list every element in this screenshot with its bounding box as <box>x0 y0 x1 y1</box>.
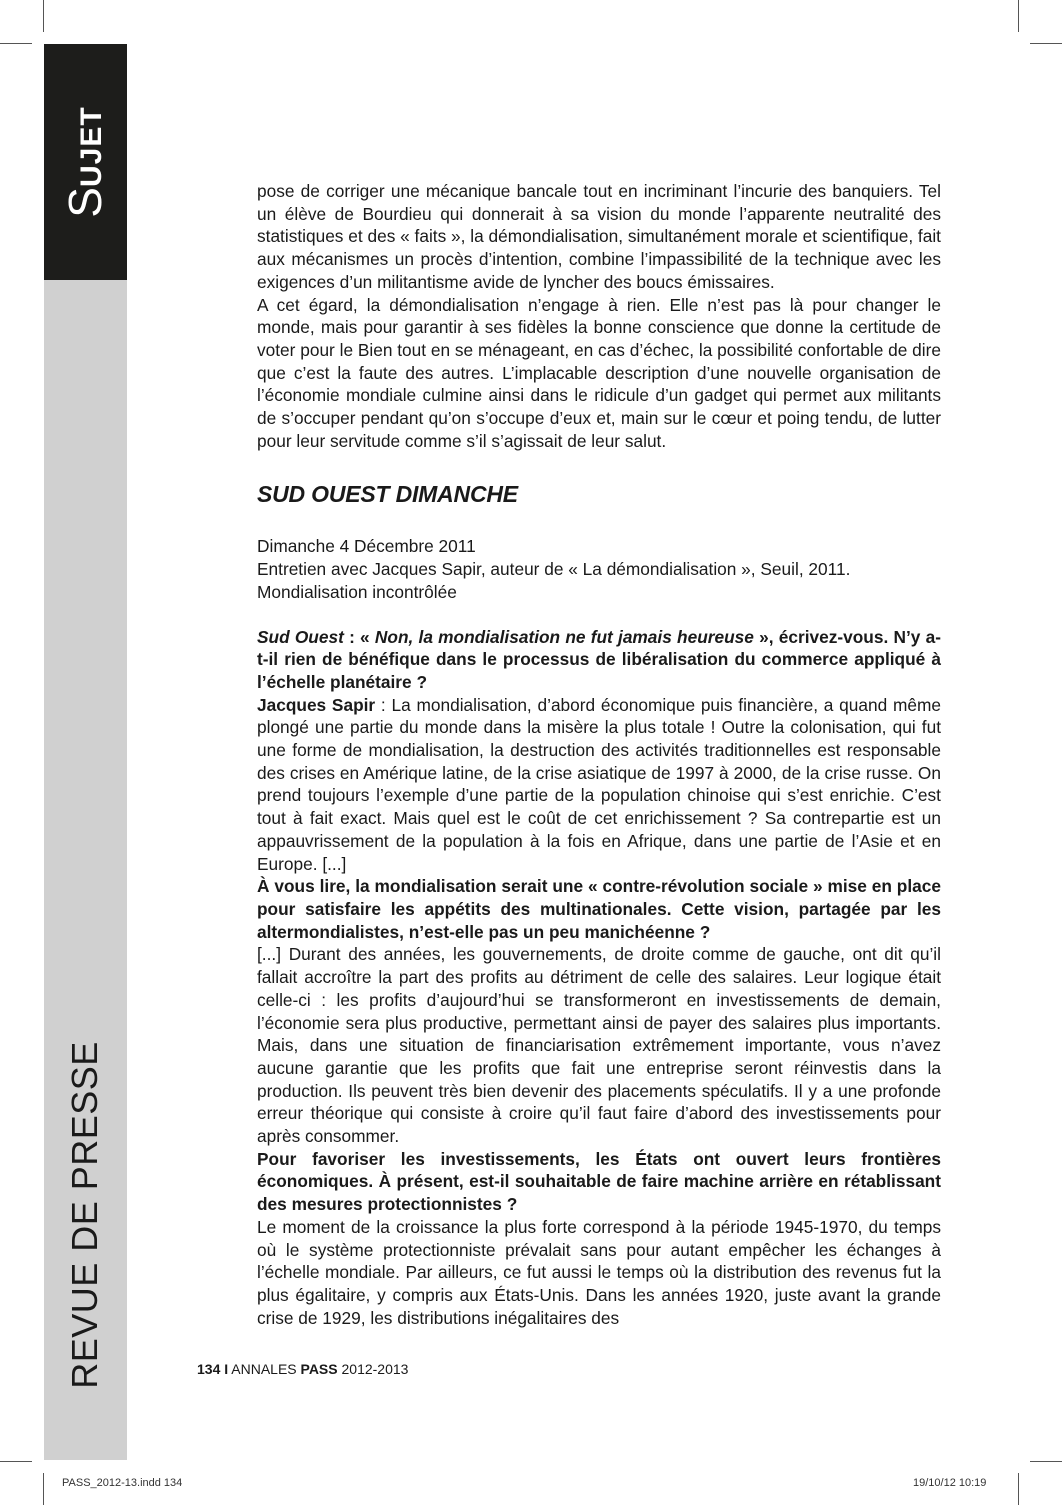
q1-quote: Non, la mondialisation ne fut jamais heureuse <box>374 626 754 647</box>
article-date: Dimanche 4 Décembre 2011 <box>257 536 476 557</box>
section-initial: S <box>59 187 111 218</box>
crop-mark <box>1030 43 1062 44</box>
article-meta <box>257 535 941 603</box>
footer-pass: PASS <box>300 1361 338 1377</box>
page-footer <box>197 1359 408 1379</box>
answer-3: Le moment de la croissance la plus forte correspond à la période 1945-1970, du temps où le système protectionniste prévalait sans pour autant empêcher les échanges à l’échelle mondiale. Par ailleurs, ce fut aussi le temps où la distribution des revenus fut la plus égalitaire, y compris aux États-Unis. Dans les années 1920, juste avant la grande crise de 1929, les distributions inégalitaires des <box>257 1216 941 1328</box>
footer-years: 2012-2013 <box>341 1361 409 1377</box>
footer-separator: I <box>224 1361 229 1377</box>
interview-line: Entretien avec Jacques Sapir, auteur de « La démondialisation », Seuil, 2011. <box>257 559 851 580</box>
intro-paragraph-1: pose de corriger une mécanique bancale tout en incriminant l’incurie des banquiers. Tel un élève de Bourdieu qui donnerait à sa vision du monde l’apparente neutralité des statistiques et des « faits », la démondialisation, simultanément morale et scientifique, fait aux mécanismes un procès d’intention, combine l’impassibilité de la technique avec les exigences d’un militantisme avide de lyncher des boucs émissaires. <box>257 181 941 292</box>
article-body <box>257 180 941 1329</box>
crop-mark <box>1030 1461 1062 1462</box>
category-label: REVUE DE PRESSE <box>64 1041 105 1389</box>
section-label <box>59 106 111 218</box>
slug-timestamp: 19/10/12 10:19 <box>913 1477 987 1489</box>
question-3: Pour favoriser les investissements, les États ont ouvert leurs frontières économiques. À présent, est-il souhaitable de faire machine arrière en rétablissant des mesures protectionnistes ? <box>257 1148 941 1215</box>
crop-mark <box>43 0 44 32</box>
question-2: À vous lire, la mondialisation serait une « contre-révolution sociale » mise en place pour satisfaire les appétits des multinationales. Cette vision, partagée par les altermondialistes, n’est-elle pas un peu manichéenne ? <box>257 876 941 942</box>
page-number: 134 <box>197 1361 221 1377</box>
section-rest: UJET <box>75 106 108 187</box>
crop-mark <box>0 1461 32 1462</box>
crop-mark <box>1018 0 1019 32</box>
answer-2: [...] Durant des années, les gouvernements, de droite comme de gauche, ont dit qu’il fallait accroître la part des profits au détriment de celle des salaires. Leur logique était celle-ci : les profits d’aujourd’hui se transformeront en investissements de demain, l’économie sera plus productive, permettant ainsi de payer des salaires plus importants. Mais, dans une situation de financiarisation extrêmement importante, vous n’avez aucune garantie que les profits que fait une entreprise seront réinvestis dans la production. Ils peuvent très bien devenir des placements spéculatifs. Il y a une profonde erreur théorique qui consiste à croire qu’il faut faire d’abord des investissements pour après consommer. <box>257 944 941 1147</box>
a1-speaker: Jacques Sapir <box>257 694 376 715</box>
article-title: Mondialisation incontrôlée <box>257 581 457 602</box>
crop-mark <box>0 43 32 44</box>
crop-mark <box>43 1473 44 1505</box>
q1-rest: », écrivez-vous. N’y a-t-il rien de bénéfique dans le processus de libéralisation du commerce appliqué à l’échelle planétaire ? <box>257 626 941 692</box>
crop-mark <box>1018 1473 1019 1505</box>
q1-colon: : « <box>343 626 375 647</box>
answer-1 <box>257 694 941 876</box>
question-1 <box>257 626 941 694</box>
footer-annales: ANNALES <box>231 1361 297 1377</box>
q1-speaker: Sud Ouest <box>257 626 344 647</box>
slug-file: PASS_2012-13.indd 134 <box>62 1477 183 1489</box>
a1-text: : La mondialisation, d’abord économique puis financière, a quand même plongé une partie du monde dans la misère la plus totale ! Outre la colonisation, qui fut une forme de mondialisation, la destruction des activités traditionnelles est responsable des crises en Amérique latine, de la crise asiatique de 1997 à 2000, de la crise russe. On prend toujours l’exemple d’une partie de la population chinoise qui s’est enrichie. C’est tout à fait exact. Mais quel est le coût de cet enrichissement ? Sa contrepartie est un appauvrissement de la population à la fois en Afrique, dans une partie de l’Asie et en Europe. [...] <box>257 694 941 874</box>
intro-paragraph-2: A cet égard, la démondialisation n’engage à rien. Elle n’est pas là pour changer le monde, mais pour garantir à ses fidèles la bonne conscience que donne la certitude de voter pour le Bien tout en se ménageant, en cas d’échec, la possibilité confortable de dire que c’est la faute des autres. L’implacable description d’une nouvelle organisation de l’économie mondiale culmine ainsi dans le ridicule d’un gadget qui permet aux militants de s’occuper pendant qu’on s’occupe d’eux et, main sur le cœur et poing tendu, de lutter pour leur servitude comme s’il s’agissait de leur salut. <box>257 294 941 451</box>
source-heading: SUD OUEST DIMANCHE <box>257 481 518 508</box>
